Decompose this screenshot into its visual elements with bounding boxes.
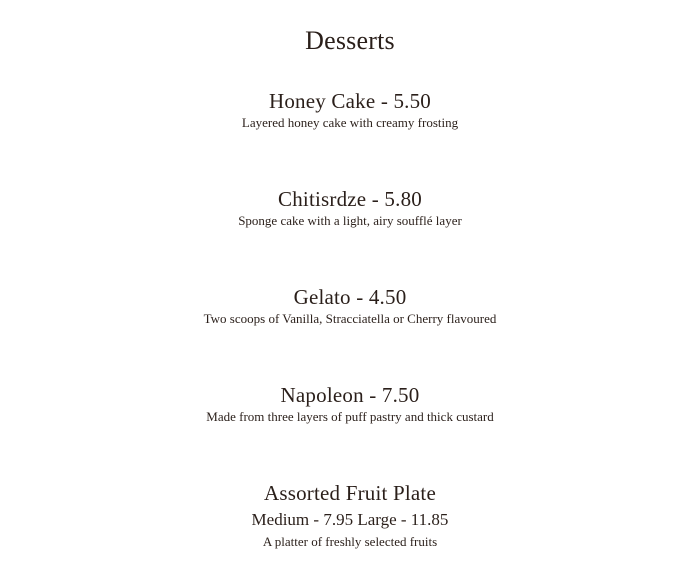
menu-item-assorted-fruit-plate bbox=[0, 480, 700, 550]
menu-item-gelato bbox=[0, 284, 700, 327]
menu-item-napoleon bbox=[0, 382, 700, 425]
item-description: Made from three layers of puff pastry and thick custard bbox=[206, 409, 494, 424]
menu-item-honey-cake bbox=[0, 88, 700, 131]
section-title: Desserts bbox=[305, 26, 395, 55]
item-description: A platter of freshly selected fruits bbox=[262, 534, 438, 549]
item-description: Two scoops of Vanilla, Stracciatella or Cherry flavoured bbox=[203, 311, 497, 326]
item-name: Gelato - 4.50 bbox=[293, 285, 407, 309]
item-name: Napoleon - 7.50 bbox=[280, 383, 420, 407]
item-description: Layered honey cake with creamy frosting bbox=[241, 115, 459, 130]
item-name: Honey Cake - 5.50 bbox=[268, 89, 432, 113]
item-description: Sponge cake with a light, airy soufflé layer bbox=[238, 213, 462, 228]
item-name: Assorted Fruit Plate bbox=[264, 481, 436, 505]
menu-item-chitisrdze bbox=[0, 186, 700, 229]
item-sizes: Medium - 7.95 Large - 11.85 bbox=[251, 510, 449, 529]
item-name: Chitisrdze - 5.80 bbox=[278, 187, 422, 211]
